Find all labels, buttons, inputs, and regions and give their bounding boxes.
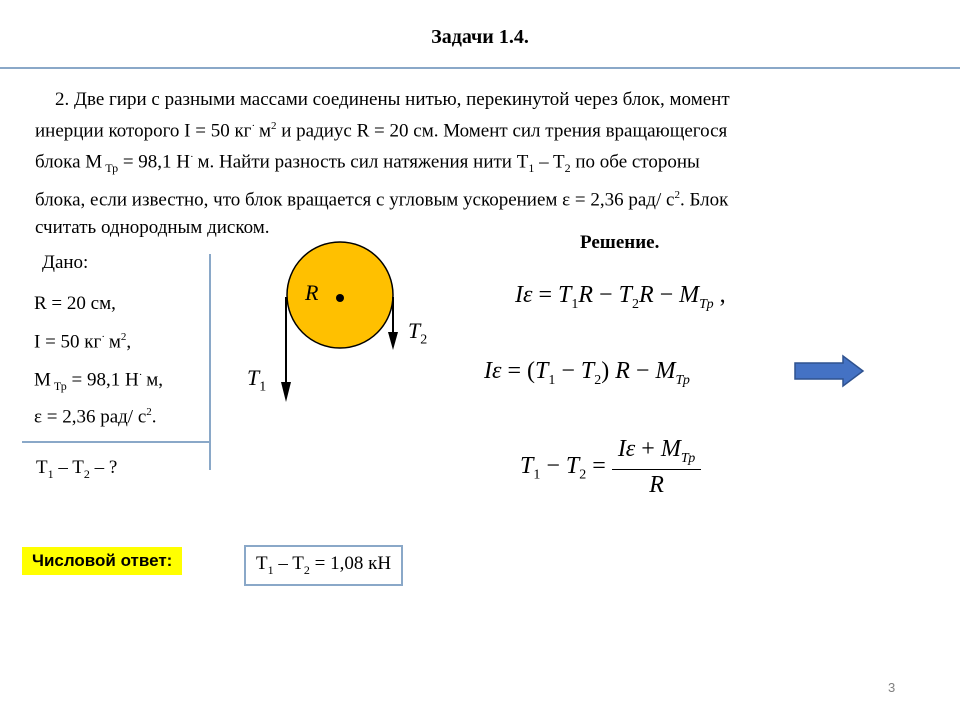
given-divider-horizontal xyxy=(22,441,211,443)
problem-line-4: блока, если известно, что блок вращается с угловым ускорением ε = 2,36 рад/ $с^2$. Блок xyxy=(35,189,729,211)
given-divider-vertical xyxy=(209,254,211,470)
answer-label: Числовой ответ: xyxy=(22,547,182,575)
problem-line-3: блока M $_{Тр}$ = 98,1 Н· м. Найти разность сил натяжения нити $T_1 - T_2$ по обе стороны xyxy=(35,151,700,176)
problem-statement xyxy=(35,86,930,241)
answer-value: $T_1 - T_2 = 1,08$ кН xyxy=(244,545,403,586)
equation-3: $T_1 - T_2$ = $\frac{I\varepsilon + M_{Тр}}{R}$ xyxy=(520,436,701,499)
equation-3-fraction: $\frac{I\varepsilon + M_{Тр}}{R}$ xyxy=(612,436,701,499)
t1-label: $T_1$ xyxy=(247,365,267,395)
radius-label: R xyxy=(305,280,319,305)
find-statement: $T_1 - T_2$ – ? xyxy=(36,457,118,481)
arrow-t2 xyxy=(388,332,398,350)
given-angular-acceleration: ε = 2,36 рад/ $с^2$. xyxy=(34,406,157,428)
slide-title: Задачи 1.4. xyxy=(431,26,529,48)
given-radius: R = 20 см, xyxy=(34,293,116,314)
page-number: 3 xyxy=(888,680,896,695)
solution-title: Решение. xyxy=(580,232,660,253)
problem-line-5: считать однородным диском. xyxy=(35,216,270,238)
arrow-t1 xyxy=(281,382,291,402)
title-divider xyxy=(0,67,960,69)
given-inertia: I = 50 кг· $м^2$, xyxy=(34,331,132,353)
equation-1: $I\varepsilon = T_1R - T_2R - M_{Тр}$ , xyxy=(515,282,726,312)
given-friction-moment: M $_{Тр}$ = 98,1 Н· м, xyxy=(34,369,163,394)
given-title: Дано: xyxy=(42,252,89,273)
pulley-axis-dot xyxy=(336,294,344,302)
equation-2: $I\varepsilon = (T_1 - T_2) R - M_{Тр}$ xyxy=(484,358,690,388)
right-arrow-icon xyxy=(793,354,865,388)
t2-label: $T_2$ xyxy=(408,318,428,348)
problem-line-2: инерции которого I = 50 кг· $м^2$ и радиус R = 20 см. Момент сил трения вращающегося xyxy=(35,120,728,142)
problem-line-1: 2. Две гири с разными массами соединены нитью, перекинутой через блок, момент xyxy=(55,89,730,110)
